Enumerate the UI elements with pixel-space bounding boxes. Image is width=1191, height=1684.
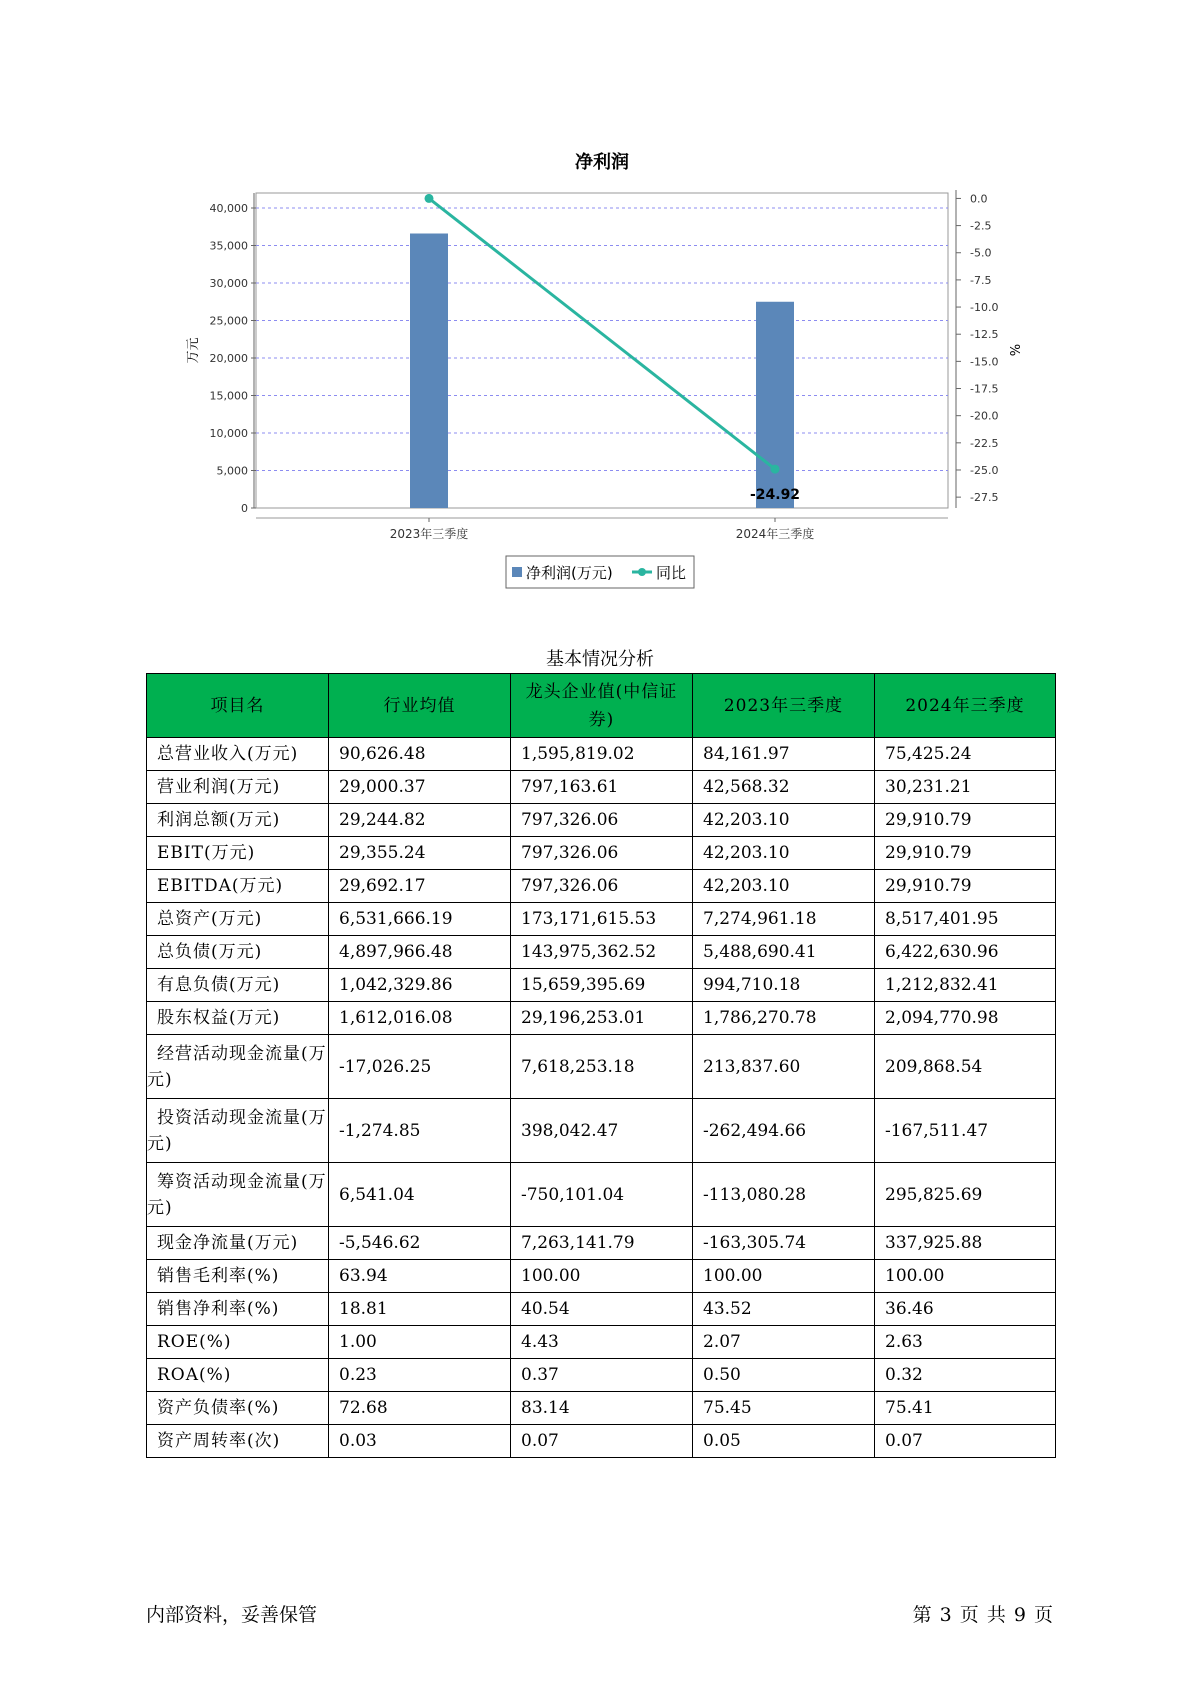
y2-tick-label: -27.5 (970, 491, 999, 505)
row-label: 现金净流量(万元) (147, 1227, 329, 1260)
row-label: 总资产(万元) (147, 903, 329, 936)
table-cell: 2.63 (875, 1326, 1056, 1359)
table-cell: 100.00 (693, 1260, 875, 1293)
y2-tick-label: -17.5 (970, 382, 999, 396)
y2-tick-label: -22.5 (970, 436, 999, 450)
table-cell: 2.07 (693, 1326, 875, 1359)
table-row (147, 870, 1056, 903)
table-row (147, 969, 1056, 1002)
table-cell: 4,897,966.48 (329, 936, 511, 969)
table-cell: 797,326.06 (511, 837, 693, 870)
legend-label-net-profit: 净利润(万元) (526, 564, 613, 582)
y2-tick-label: -2.5 (970, 219, 992, 233)
table-row (147, 903, 1056, 936)
header-leader-value: 龙头企业值(中信证券) (511, 674, 693, 738)
table-cell: 337,925.88 (875, 1227, 1056, 1260)
table-cell: -262,494.66 (693, 1099, 875, 1163)
table-cell: 63.94 (329, 1260, 511, 1293)
legend-swatch-point-yoy (638, 568, 646, 576)
footer-page-number: 第 3 页 共 9 页 (912, 1604, 1054, 1626)
table-cell: 29,000.37 (329, 771, 511, 804)
x-tick-label: 2024年三季度 (735, 527, 815, 541)
basic-analysis-table (146, 673, 1056, 1458)
table-cell: 0.07 (875, 1425, 1056, 1458)
y-tick-label: 30,000 (209, 277, 248, 290)
y-tick-label: 20,000 (209, 352, 248, 365)
y2-tick-label: -10.0 (970, 301, 999, 315)
y2-axis-label: % (1006, 343, 1021, 357)
x-tick-label: 2023年三季度 (389, 527, 469, 541)
table-cell: 398,042.47 (511, 1099, 693, 1163)
table-cell: -113,080.28 (693, 1163, 875, 1227)
data-label-yoy: -24.92 (749, 487, 801, 504)
row-label: 资产周转率(次) (147, 1425, 329, 1458)
table-cell: 29,692.17 (329, 870, 511, 903)
table-cell: 83.14 (511, 1392, 693, 1425)
table-cell: 42,203.10 (693, 870, 875, 903)
table-cell: 5,488,690.41 (693, 936, 875, 969)
row-label: 有息负债(万元) (147, 969, 329, 1002)
table-cell: -5,546.62 (329, 1227, 511, 1260)
table-cell: 29,910.79 (875, 804, 1056, 837)
table-cell: -163,305.74 (693, 1227, 875, 1260)
row-label: 利润总额(万元) (147, 804, 329, 837)
table-cell: 42,203.10 (693, 837, 875, 870)
y-tick-label: 5,000 (216, 464, 248, 478)
footer-confidential-note: 内部资料，妥善保管 (146, 1604, 318, 1626)
table-row (147, 1359, 1056, 1392)
table-cell: 8,517,401.95 (875, 903, 1056, 936)
table-row (147, 1392, 1056, 1425)
y-tick-label: 10,000 (209, 427, 248, 440)
header-2024q3: 2024年三季度 (875, 674, 1056, 738)
table-cell: 75.41 (875, 1392, 1056, 1425)
table-cell: 29,196,253.01 (511, 1002, 693, 1035)
table-row (147, 1163, 1056, 1227)
row-label: ROA(%) (147, 1359, 329, 1392)
table-row (147, 837, 1056, 870)
y2-tick-label: -20.0 (970, 409, 999, 423)
point-yoy (771, 465, 780, 474)
y2-tick-label: -5.0 (970, 246, 992, 260)
table-cell: 6,531,666.19 (329, 903, 511, 936)
table-cell: 1,042,329.86 (329, 969, 511, 1002)
row-label: EBIT(万元) (147, 837, 329, 870)
table-cell: 84,161.97 (693, 738, 875, 771)
table-cell: 143,975,362.52 (511, 936, 693, 969)
table-cell: 29,910.79 (875, 870, 1056, 903)
y-tick-label: 25,000 (209, 314, 248, 328)
row-label: 投资活动现金流量(万元) (147, 1099, 329, 1163)
table-cell: 1,786,270.78 (693, 1002, 875, 1035)
table-cell: 42,568.32 (693, 771, 875, 804)
bar-net-profit (756, 302, 794, 508)
table-cell: 0.32 (875, 1359, 1056, 1392)
y-tick-label: 0 (241, 502, 248, 515)
table-row (147, 1227, 1056, 1260)
table-cell: 209,868.54 (875, 1035, 1056, 1099)
table-cell: -750,101.04 (511, 1163, 693, 1227)
row-label: 筹资活动现金流量(万元) (147, 1163, 329, 1227)
chart-title: 净利润 (575, 152, 629, 173)
table-row (147, 1002, 1056, 1035)
table-cell: 0.50 (693, 1359, 875, 1392)
table-cell: -167,511.47 (875, 1099, 1056, 1163)
table-cell: 295,825.69 (875, 1163, 1056, 1227)
table-cell: 1,212,832.41 (875, 969, 1056, 1002)
table-row (147, 1260, 1056, 1293)
table-cell: 6,422,630.96 (875, 936, 1056, 969)
row-label: 总营业收入(万元) (147, 738, 329, 771)
table-cell: 29,910.79 (875, 837, 1056, 870)
table-cell: -1,274.85 (329, 1099, 511, 1163)
table-cell: 0.07 (511, 1425, 693, 1458)
legend-swatch-net-profit (512, 567, 522, 577)
table-cell: 72.68 (329, 1392, 511, 1425)
table-cell: 213,837.60 (693, 1035, 875, 1099)
table-cell: 100.00 (511, 1260, 693, 1293)
table-cell: 100.00 (875, 1260, 1056, 1293)
table-row (147, 1326, 1056, 1359)
table-cell: 75.45 (693, 1392, 875, 1425)
table-row (147, 1293, 1056, 1326)
table-row (147, 1035, 1056, 1099)
table-cell: 994,710.18 (693, 969, 875, 1002)
row-label: 股东权益(万元) (147, 1002, 329, 1035)
row-label: EBITDA(万元) (147, 870, 329, 903)
header-item-name: 项目名 (147, 674, 329, 738)
table-row (147, 1099, 1056, 1163)
table-cell: 29,355.24 (329, 837, 511, 870)
table-cell: 0.05 (693, 1425, 875, 1458)
table-cell: 90,626.48 (329, 738, 511, 771)
table-cell: 2,094,770.98 (875, 1002, 1056, 1035)
table-cell: 40.54 (511, 1293, 693, 1326)
legend-label-yoy: 同比 (656, 564, 687, 582)
y-tick-label: 15,000 (209, 389, 248, 403)
table-cell: 75,425.24 (875, 738, 1056, 771)
table-header-row (147, 674, 1056, 738)
row-label: 资产负债率(%) (147, 1392, 329, 1425)
y2-tick-label: -15.0 (970, 355, 999, 369)
table-cell: 7,274,961.18 (693, 903, 875, 936)
table-cell: 36.46 (875, 1293, 1056, 1326)
table-cell: 1,595,819.02 (511, 738, 693, 771)
row-label: 总负债(万元) (147, 936, 329, 969)
row-label: ROE(%) (147, 1326, 329, 1359)
header-industry-avg: 行业均值 (329, 674, 511, 738)
table-cell: 797,326.06 (511, 870, 693, 903)
table-cell: 7,618,253.18 (511, 1035, 693, 1099)
table-cell: 18.81 (329, 1293, 511, 1326)
table-row (147, 804, 1056, 837)
row-label: 经营活动现金流量(万元) (147, 1035, 329, 1099)
table-cell: 1,612,016.08 (329, 1002, 511, 1035)
table-cell: 6,541.04 (329, 1163, 511, 1227)
table-row (147, 738, 1056, 771)
point-yoy (425, 194, 434, 203)
table-cell: 797,326.06 (511, 804, 693, 837)
table-cell: 0.37 (511, 1359, 693, 1392)
y-tick-label: 40,000 (209, 202, 248, 215)
table-row (147, 771, 1056, 804)
table-cell: 7,263,141.79 (511, 1227, 693, 1260)
y2-tick-label: -25.0 (970, 463, 999, 477)
y2-tick-label: -12.5 (970, 328, 999, 342)
y2-tick-label: -7.5 (970, 273, 992, 287)
table-cell: 42,203.10 (693, 804, 875, 837)
y-tick-label: 35,000 (209, 239, 248, 253)
table-cell: 43.52 (693, 1293, 875, 1326)
y2-tick-label: 0.0 (970, 192, 988, 206)
y-axis-label: 万元 (186, 337, 201, 364)
table-cell: 30,231.21 (875, 771, 1056, 804)
table-cell: 0.03 (329, 1425, 511, 1458)
net-profit-chart (0, 0, 1191, 600)
row-label: 营业利润(万元) (147, 771, 329, 804)
row-label: 销售净利率(%) (147, 1293, 329, 1326)
table-row (147, 936, 1056, 969)
table-cell: 15,659,395.69 (511, 969, 693, 1002)
header-2023q3: 2023年三季度 (693, 674, 875, 738)
plot-area (256, 193, 948, 508)
table-cell: -17,026.25 (329, 1035, 511, 1099)
table-cell: 1.00 (329, 1326, 511, 1359)
table-caption: 基本情况分析 (546, 649, 654, 670)
table-cell: 4.43 (511, 1326, 693, 1359)
row-label: 销售毛利率(%) (147, 1260, 329, 1293)
table-cell: 173,171,615.53 (511, 903, 693, 936)
bar-net-profit (410, 234, 448, 509)
table-row (147, 1425, 1056, 1458)
table-cell: 0.23 (329, 1359, 511, 1392)
table-cell: 29,244.82 (329, 804, 511, 837)
table-cell: 797,163.61 (511, 771, 693, 804)
